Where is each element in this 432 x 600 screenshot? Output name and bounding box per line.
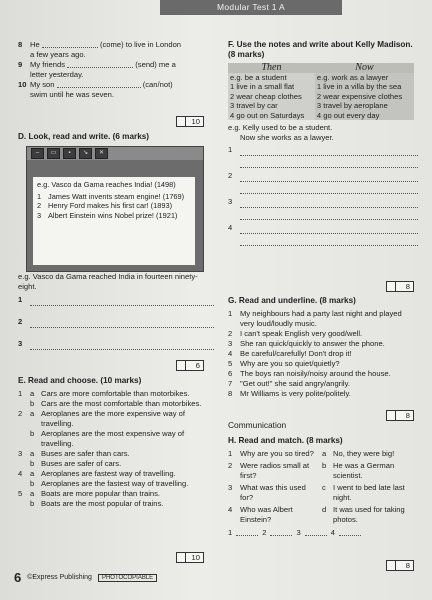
publisher: ©Express Publishing	[27, 574, 92, 581]
answer-blank[interactable]	[339, 528, 361, 536]
match-grid	[228, 449, 418, 525]
then-header: Then	[228, 63, 315, 73]
answer-blank[interactable]	[67, 60, 133, 68]
news-headlines: e.g. Vasco da Gama reaches India! (1498) 1 James Watt invents steam engine! (1769) 2 Henry Ford makes his first car! (1893) 3 Albert Einstein wins Nobel prize! (1921)	[33, 177, 195, 265]
communication-label: Communication	[228, 420, 287, 430]
answer-line[interactable]	[240, 145, 418, 156]
section-h: Communication H. Read and match. (8 marks) 1 Why are you so tired? 2 Were radios small at first? 3 What was this used for? 4 Who was Albert Einstein? a No, they were big! b He was a German scientist. c I went to bed late last night. d It was used for taking photos. 1 2 3 4	[228, 420, 418, 538]
section-d-answers: e.g. Vasco da Gama reached India in fourteen ninety-eight. 1 2 3	[18, 272, 214, 351]
score-box: 10	[176, 552, 204, 563]
section-d-heading: D. Look, read and write. (6 marks)	[18, 132, 150, 141]
left-column	[18, 40, 214, 100]
answer-line[interactable]	[30, 317, 214, 328]
choice-item: 2 a Aeroplanes are the more expensive way of travelling. b Aeroplanes are the most expensive way of travelling.	[18, 409, 185, 448]
fill-item: 10 My son (can/not) swim until he was seven.	[18, 80, 173, 99]
answer-blank[interactable]	[270, 528, 292, 536]
answer-blank[interactable]	[57, 80, 141, 88]
answer-blank[interactable]	[236, 528, 258, 536]
choice-item: 5 a Boats are more popular than trains. b Boats are the most popular of trains.	[18, 489, 164, 508]
fill-item: 9 My friends (send) me a letter yesterday.	[18, 60, 176, 79]
computer-screen-illustration	[26, 146, 204, 272]
now-header: Now	[315, 63, 414, 73]
arrow-icon: ↘	[79, 148, 92, 159]
choice-item: 1 a Cars are more comfortable than motorbikes. b Cars are the most comfortable than motorbikes.	[18, 389, 202, 408]
page-title: Modular Test 1 A	[160, 0, 342, 15]
answer-blank[interactable]	[305, 528, 327, 536]
answer-line[interactable]	[30, 339, 214, 350]
folder-icon: ▭	[47, 148, 60, 159]
choice-item: 4 a Aeroplanes are fastest way of travelling. b Aeroplanes are the fastest way of travelling.	[18, 469, 189, 488]
answer-line[interactable]	[240, 235, 418, 246]
then-now-table: Then Now e.g. be a student e.g. work as a lawyer 1 live in a small flat 1 live in a villa by the sea 2 wear cheap clothes 2 wear expensive clothes 3 travel by car 3 travel by aeroplane 4 go out on Saturdays 4 go out every day	[228, 63, 414, 120]
section-g: G. Read and underline. (8 marks) 1 My neighbours had a party last night and played very loud/loudly music. 2 I can't speak English very good/well. 3 She ran quick/quickly to answer the phone. 4 Be careful/carefully! Don't drop it! 5 Why are you so quiet/quietly? 6 The boys ran noisily/noisy around the house. 7 "Get out!" she said angry/angrily. 8 Mr Williams is very polite/politely.	[228, 296, 402, 398]
questions: 1 Why are you so tired? 2 Were radios small at first? 3 What was this used for? 4 Who was Albert Einstein?	[228, 449, 314, 524]
match-answer-row: 1 2 3 4	[228, 528, 418, 538]
page-number: 6	[14, 570, 22, 585]
answers: a No, they were big! b He was a German scientist. c I went to bed late last night. d It was used for taking photos.	[322, 449, 405, 524]
close-icon: ✕	[95, 148, 108, 159]
fill-item: 8 He (come) to live in London a few years ago.	[18, 40, 182, 59]
answer-line[interactable]	[30, 295, 214, 306]
choice-item: 3 a Buses are safer than cars. b Buses are safer of cars.	[18, 449, 130, 468]
photocopiable-stamp: PHOTOCOPIABLE	[98, 574, 157, 582]
page-footer	[14, 570, 157, 585]
minimize-icon: –	[31, 148, 44, 159]
answer-line[interactable]	[240, 171, 418, 182]
score-box: 8	[386, 410, 414, 421]
screen-toolbar	[27, 147, 203, 160]
answer-blank[interactable]	[42, 40, 98, 48]
answer-line[interactable]	[240, 209, 418, 220]
answer-line[interactable]	[240, 197, 418, 208]
section-e: E. Read and choose. (10 marks) 1 a Cars are more comfortable than motorbikes. b Cars are the most comfortable than motorbikes. 2 a Aeroplanes are the more expensive way of travelling. b Aeroplanes are the most expensive way of travelling. 3 a Buses are safer than cars. b Buses are safer of cars. 4 a Aeroplanes are fastest way of travelling. b Aeroplanes are the fastest way of travelling. 5 a Boats are more popular than trains. b Boats are the most popular of trains.	[18, 372, 214, 509]
answer-line[interactable]	[240, 157, 418, 168]
section-f: F. Use the notes and write about Kelly Madison. (8 marks) Then Now e.g. be a student e.g. work as a lawyer 1 live in a small flat 1 live in a villa by the sea 2 wear cheap clothes 2 wear expensive clothes 3 travel by car 3 travel by aeroplane 4 go out on Saturdays 4 go out every day e.g. Kelly used to be a student. Now she works as a lawyer. 1 2 3 4	[228, 40, 418, 247]
pin-icon: ▪	[63, 148, 76, 159]
score-box: 8	[386, 281, 414, 292]
score-box: 6	[176, 360, 204, 371]
score-box: 8	[386, 560, 414, 571]
score-box: 10	[176, 116, 204, 127]
answer-line[interactable]	[240, 223, 418, 234]
answer-line[interactable]	[240, 183, 418, 194]
